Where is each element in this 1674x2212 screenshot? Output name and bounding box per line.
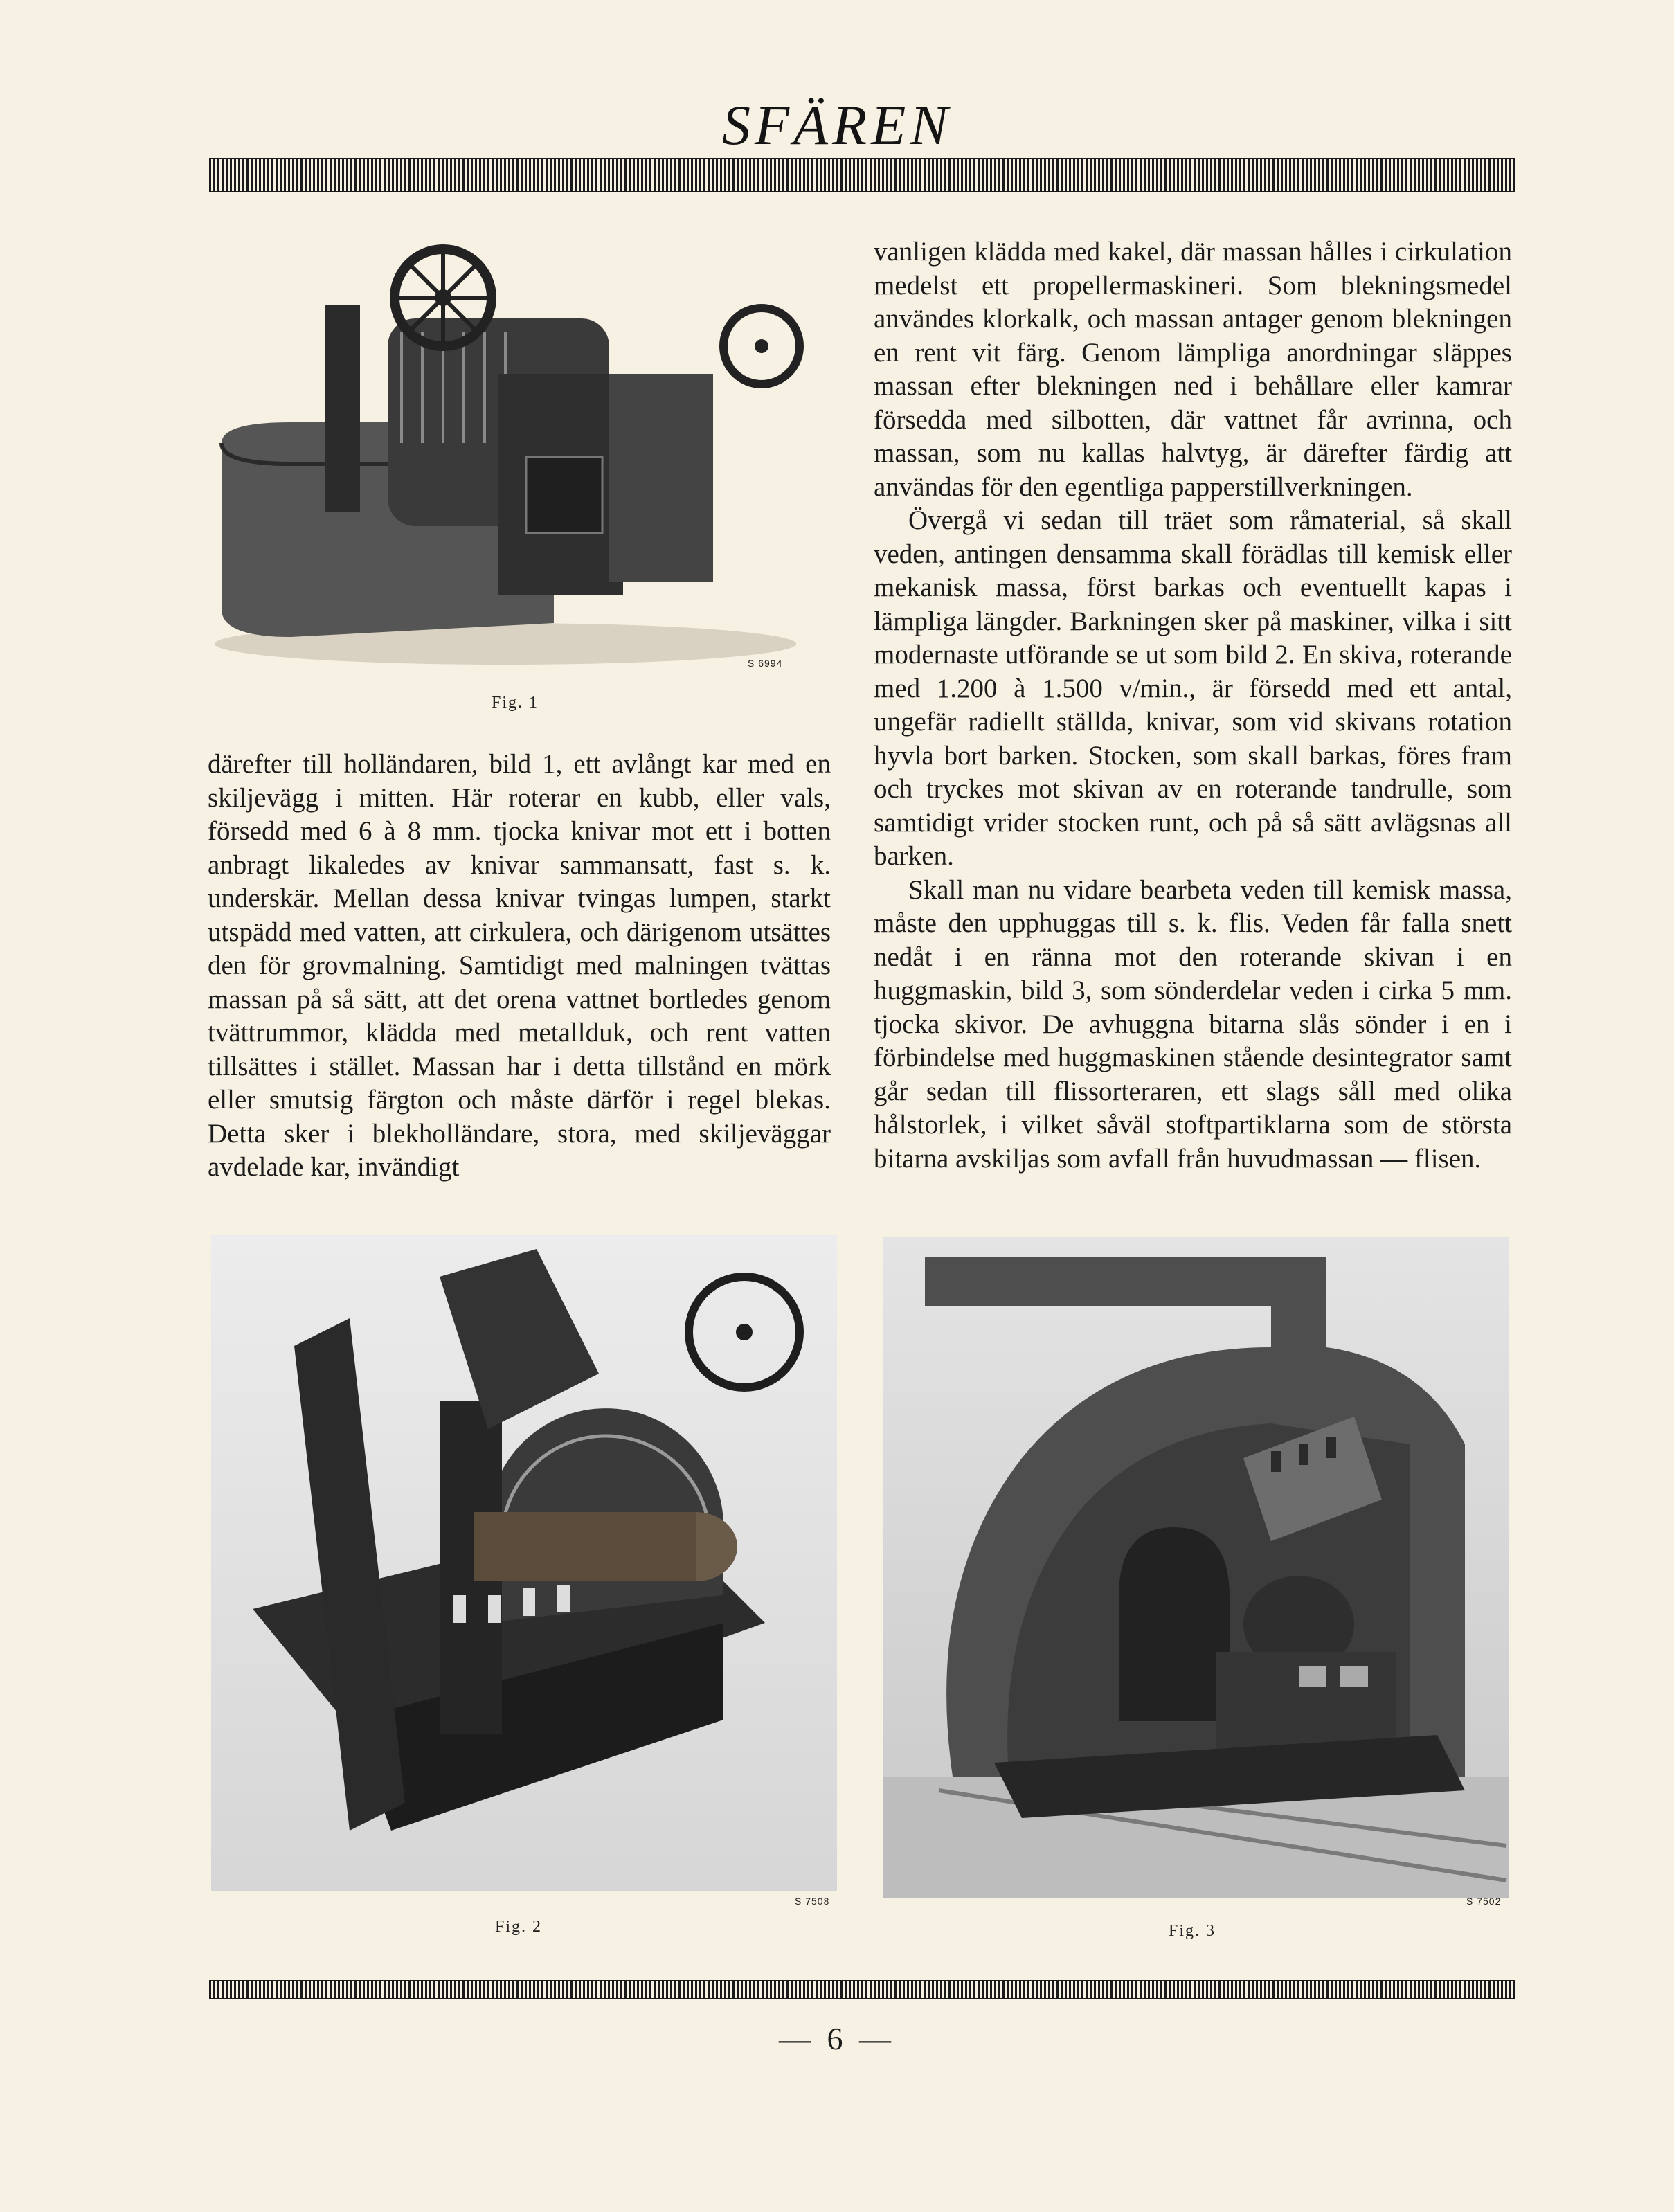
hollander-machine-illustration <box>208 235 831 678</box>
figure-3-image <box>883 1237 1509 1898</box>
figure-3-caption: Fig. 3 <box>1169 1922 1216 1940</box>
figure-1-code: S 6994 <box>748 658 783 669</box>
header-rule <box>209 158 1515 192</box>
page-number: — 6 — <box>779 2021 895 2056</box>
paragraph: därefter till holländaren, bild 1, ett avlångt kar med en skiljevägg i mitten. Här roterar en kubb, eller vals, försedd med 6 à 8 mm. tjocka knivar mot ett i botten anbragt likaledes av knivar sammansatt, fast s. k. underskär. Mellan dessa knivar tvingas lumpen, starkt utspädd med vatten, att cirkulera, och därigenom utsättes den för grovmalning. Samtidigt med malningen tvättas massan på så sätt, att det orena vattnet bortledes genom tvättrummor, klädda med metallduk, och rent vatten tillsättes i stället. Massan har i detta tillstånd en mörk eller smutsig färgton och måste därför i regel blekas. Detta sker i blekholländare, stora, med skiljeväggar avdelade kar, invändigt <box>208 749 831 1182</box>
paragraph: Övergå vi sedan till träet som råmaterial, så skall veden, antingen densamma skall förädlas till kemisk eller mekanisk massa, först barkas och eventuellt kapas i lämpliga längder. Barkningen sker på maskiner, vilka i sitt modernaste utförande se ut som bild 2. En skiva, roterande med 1.200 à 1.500 v/min., är försedd med ett antal, ungefär radiellt ställda, knivar, som vid skivans rotation hyvla bort barken. Stocken, som skall barkas, föres fram och tryckes mot skivan av en roterande tandrulle, som samtidigt vrider stocken runt, och på så sätt avlägsnas all barken. <box>874 505 1512 871</box>
figure-2-code: S 7508 <box>795 1896 830 1907</box>
chipper-machine-photo <box>883 1237 1509 1898</box>
right-column-text <box>874 235 1512 1176</box>
masthead-title: SFÄREN <box>721 93 953 156</box>
figure-1-caption: Fig. 1 <box>492 694 539 712</box>
figure-2-caption: Fig. 2 <box>495 1918 543 1936</box>
figure-3-code: S 7502 <box>1466 1896 1502 1907</box>
footer-rule <box>209 1980 1515 1999</box>
figure-2-image <box>211 1235 837 1891</box>
figure-1-image <box>208 235 831 678</box>
paragraph: vanligen klädda med kakel, där massan hålles i cirkulation medelst ett propellermaskineri. Som blekningsmedel användes klorkalk, och massan antager genom blekningen en rent vit färg. Genom lämpliga anordningar släppes massan efter blekningen ned i behållare eller kamrar försedda med silbotten, där vattnet får avrinna, och massan, som nu kallas halvtyg, är därefter färdig att användas för den egentliga papperstillverkningen. <box>874 237 1512 502</box>
left-column-text <box>208 748 831 1185</box>
barking-machine-photo <box>211 1235 837 1891</box>
paragraph: Skall man nu vidare bearbeta veden till kemisk massa, måste den upphuggas till s. k. flis. Veden får falla snett nedåt i en ränna mot den roterande skivan i en huggmaskin, bild 3, som sönderdelar veden i cirka 5 mm. tjocka skivor. De avhuggna bitarna slås sönder i en i förbindelse med huggmaskinen stående desintegrator samt går sedan till flissorteraren, ett slags såll med olika hålstorlek, i vilket såväl stoftpartiklarna som de största bitarna avskiljas som avfall från huvudmassan — flisen. <box>874 874 1512 1174</box>
